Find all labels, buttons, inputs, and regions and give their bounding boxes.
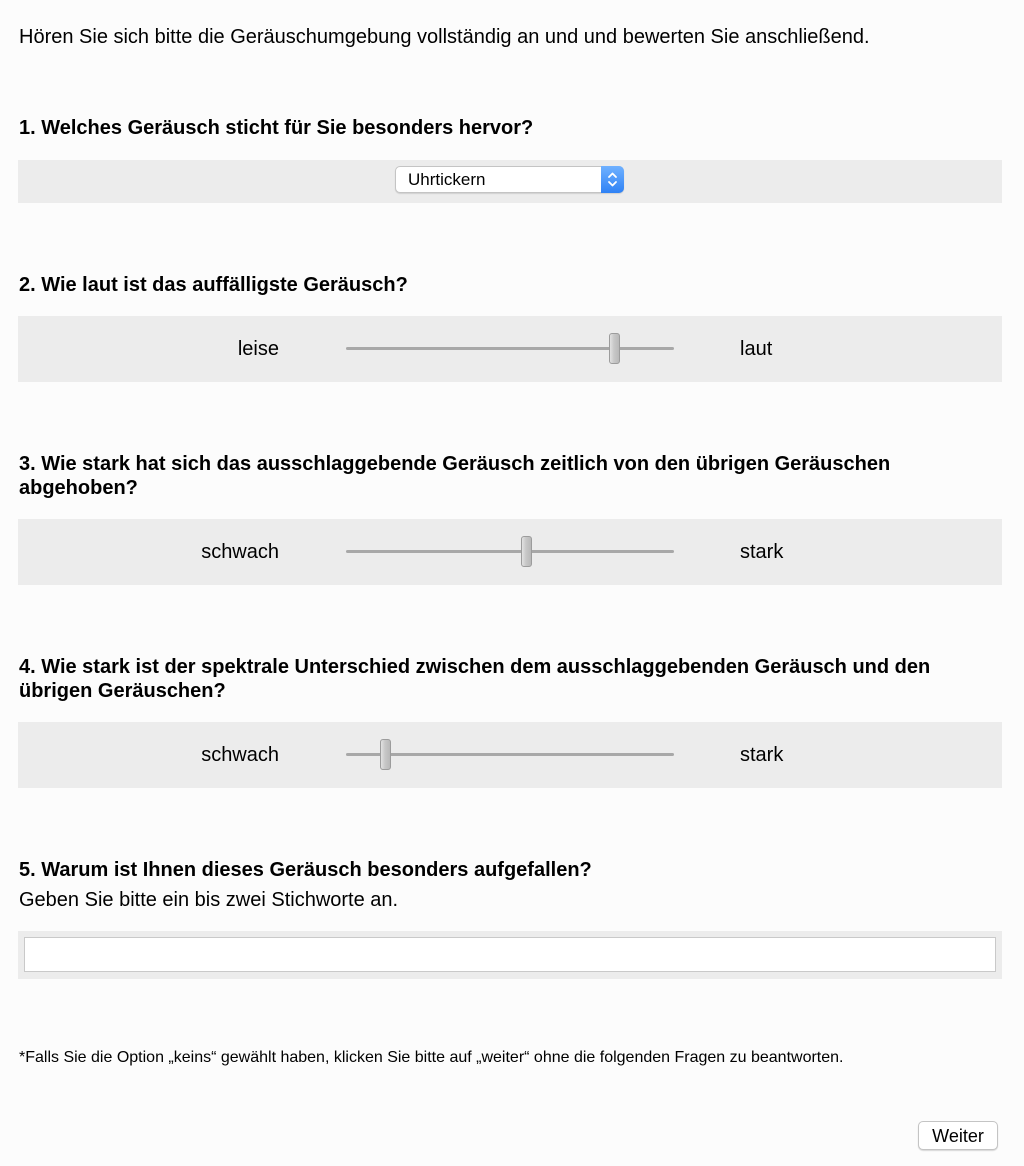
q4-max-label: stark — [740, 744, 784, 766]
noise-select-value: Uhrtickern — [408, 170, 486, 189]
q2-slider-thumb[interactable] — [609, 333, 620, 364]
q3-max-label: stark — [740, 541, 784, 563]
intro-text: Hören Sie sich bitte die Geräuschumgebung vollständig an und und bewerten Sie anschließend. — [19, 26, 870, 48]
question-5-subtitle: Geben Sie bitte ein bis zwei Stichworte an. — [19, 889, 399, 911]
question-5-title: 5. Warum ist Ihnen dieses Geräusch besonders aufgefallen? — [19, 859, 592, 881]
question-4-title: 4. Wie stark ist der spektrale Unterschied zwischen dem ausschlaggebenden Geräusch und den übrigen Geräuschen? — [19, 656, 931, 702]
q3-slider-thumb[interactable] — [521, 536, 532, 567]
select-arrows-icon — [601, 166, 624, 193]
question-1-title: 1. Welches Geräusch sticht für Sie besonders hervor? — [19, 117, 534, 139]
q4-slider-track[interactable] — [346, 753, 674, 756]
q3-slider-track[interactable] — [346, 550, 674, 553]
noise-select[interactable] — [395, 166, 624, 193]
q4-min-label: schwach — [201, 744, 279, 766]
q2-min-label: leise — [237, 338, 279, 360]
question-2-title: 2. Wie laut ist das auffälligste Geräusch? — [19, 274, 408, 296]
question-3-title: 3. Wie stark hat sich das ausschlaggebende Geräusch zeitlich von den übrigen Geräuschen abgehoben? — [19, 453, 891, 499]
q4-slider-thumb[interactable] — [380, 739, 391, 770]
q2-slider-track[interactable] — [346, 347, 674, 350]
q3-min-label: schwach — [201, 541, 279, 563]
keywords-input[interactable] — [24, 937, 996, 972]
next-button[interactable]: Weiter — [918, 1121, 998, 1150]
q2-max-label: laut — [740, 338, 773, 360]
footnote: *Falls Sie die Option „keins“ gewählt haben, klicken Sie bitte auf „weiter“ ohne die folgenden Fragen zu beantworten. — [19, 1049, 844, 1066]
